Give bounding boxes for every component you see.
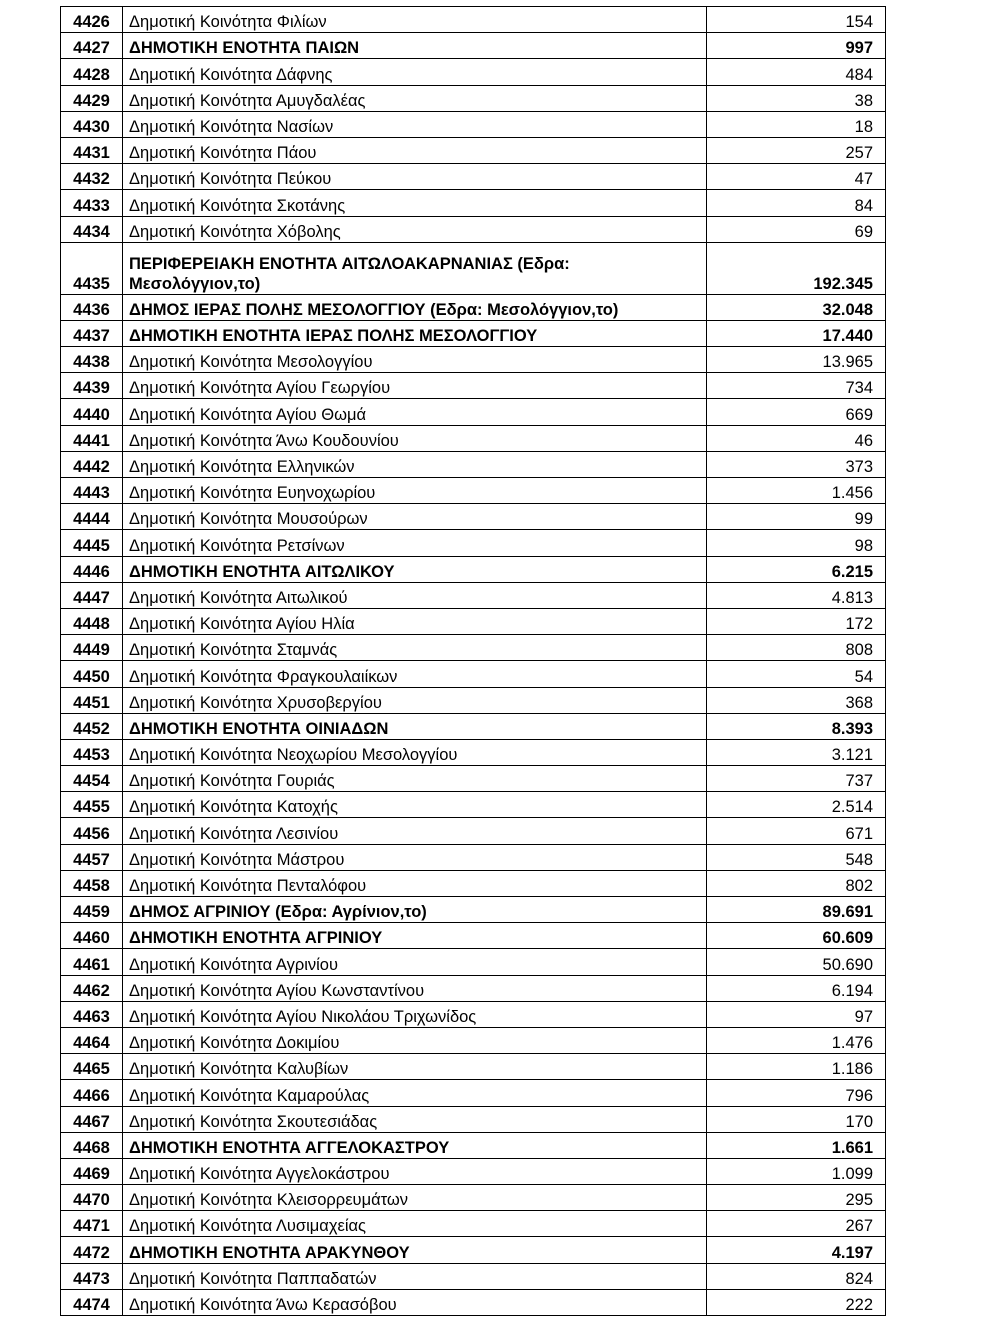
- row-name: Δημοτική Κοινότητα Χόβολης: [123, 216, 707, 242]
- row-population: 18: [707, 111, 886, 137]
- row-name: ΔΗΜΟΤΙΚΗ ΕΝΟΤΗΤΑ ΠΑΙΩΝ: [123, 33, 707, 59]
- row-population: 8.393: [707, 713, 886, 739]
- table-row: [61, 792, 886, 818]
- row-code: 4467: [61, 1106, 123, 1132]
- row-code: 4448: [61, 608, 123, 634]
- row-code: 4450: [61, 661, 123, 687]
- row-population: 671: [707, 818, 886, 844]
- row-name: Δημοτική Κοινότητα Δάφνης: [123, 59, 707, 85]
- table-row: [61, 1132, 886, 1158]
- row-name: Δημοτική Κοινότητα Νεοχωρίου Μεσολογγίου: [123, 739, 707, 765]
- row-population: 50.690: [707, 949, 886, 975]
- table-row: [61, 294, 886, 320]
- row-code: 4446: [61, 556, 123, 582]
- row-population: 6.215: [707, 556, 886, 582]
- table-row: [61, 713, 886, 739]
- row-name: Δημοτική Κοινότητα Σκοτάνης: [123, 190, 707, 216]
- row-population: 98: [707, 530, 886, 556]
- census-table: [60, 6, 886, 1316]
- row-name: Δημοτική Κοινότητα Κλεισορρευμάτων: [123, 1185, 707, 1211]
- row-code: 4437: [61, 320, 123, 346]
- row-name: Δημοτική Κοινότητα Σκουτεσιάδας: [123, 1106, 707, 1132]
- row-name: Δημοτική Κοινότητα Φραγκουλαιίκων: [123, 661, 707, 687]
- table-row: [61, 635, 886, 661]
- table-row: [61, 1054, 886, 1080]
- row-population: 368: [707, 687, 886, 713]
- row-name: ΔΗΜΟΤΙΚΗ ΕΝΟΤΗΤΑ ΑΓΓΕΛΟΚΑΣΤΡΟΥ: [123, 1132, 707, 1158]
- row-population: 38: [707, 85, 886, 111]
- table-row: [61, 190, 886, 216]
- row-name: Δημοτική Κοινότητα Πεύκου: [123, 164, 707, 190]
- table-row: [61, 478, 886, 504]
- row-code: 4428: [61, 59, 123, 85]
- row-code: 4463: [61, 1001, 123, 1027]
- table-row: [61, 59, 886, 85]
- row-population: 1.476: [707, 1027, 886, 1053]
- row-population: 17.440: [707, 320, 886, 346]
- row-population: 734: [707, 373, 886, 399]
- table-row: [61, 347, 886, 373]
- row-name: Δημοτική Κοινότητα Ρετσίνων: [123, 530, 707, 556]
- row-population: 192.345: [707, 242, 886, 294]
- row-name: ΔΗΜΟΤΙΚΗ ΕΝΟΤΗΤΑ ΑΓΡΙΝΙΟΥ: [123, 923, 707, 949]
- row-name: Δημοτική Κοινότητα Νασίων: [123, 111, 707, 137]
- table-row: [61, 1211, 886, 1237]
- row-code: 4460: [61, 923, 123, 949]
- row-code: 4452: [61, 713, 123, 739]
- row-name: ΔΗΜΟΤΙΚΗ ΕΝΟΤΗΤΑ ΟΙΝΙΑΔΩΝ: [123, 713, 707, 739]
- row-population: 47: [707, 164, 886, 190]
- table-row: [61, 1027, 886, 1053]
- row-code: 4441: [61, 425, 123, 451]
- row-population: 802: [707, 870, 886, 896]
- table-row: [61, 1263, 886, 1289]
- row-code: 4453: [61, 739, 123, 765]
- row-name: Δημοτική Κοινότητα Άνω Κουδουνίου: [123, 425, 707, 451]
- table-row: [61, 373, 886, 399]
- table-row: [61, 7, 886, 33]
- row-code: 4442: [61, 451, 123, 477]
- table-row: [61, 1001, 886, 1027]
- row-code: 4464: [61, 1027, 123, 1053]
- table-row: [61, 1106, 886, 1132]
- row-population: 669: [707, 399, 886, 425]
- row-name: Δημοτική Κοινότητα Κατοχής: [123, 792, 707, 818]
- table-row: [61, 425, 886, 451]
- table-row: [61, 582, 886, 608]
- row-population: 6.194: [707, 975, 886, 1001]
- row-code: 4430: [61, 111, 123, 137]
- row-code: 4474: [61, 1289, 123, 1315]
- row-population: 808: [707, 635, 886, 661]
- row-population: 1.099: [707, 1158, 886, 1184]
- table-row: [61, 818, 886, 844]
- row-code: 4471: [61, 1211, 123, 1237]
- row-name: Δημοτική Κοινότητα Καμαρούλας: [123, 1080, 707, 1106]
- row-population: 69: [707, 216, 886, 242]
- row-population: 997: [707, 33, 886, 59]
- row-population: 796: [707, 1080, 886, 1106]
- table-row: [61, 164, 886, 190]
- row-population: 548: [707, 844, 886, 870]
- row-name: Δημοτική Κοινότητα Πάου: [123, 137, 707, 163]
- row-population: 3.121: [707, 739, 886, 765]
- row-code: 4445: [61, 530, 123, 556]
- row-name: Δημοτική Κοινότητα Αγίου Γεωργίου: [123, 373, 707, 399]
- row-population: 824: [707, 1263, 886, 1289]
- table-row: [61, 33, 886, 59]
- table-row: [61, 975, 886, 1001]
- row-name: Δημοτική Κοινότητα Λεσινίου: [123, 818, 707, 844]
- row-name: Δημοτική Κοινότητα Λυσιμαχείας: [123, 1211, 707, 1237]
- table-row: [61, 687, 886, 713]
- row-population: 84: [707, 190, 886, 216]
- table-row: [61, 137, 886, 163]
- table-row: [61, 1158, 886, 1184]
- row-name: Δημοτική Κοινότητα Αμυγδαλέας: [123, 85, 707, 111]
- row-name: Δημοτική Κοινότητα Μουσούρων: [123, 504, 707, 530]
- table-row: [61, 1080, 886, 1106]
- table-row: [61, 844, 886, 870]
- row-name: ΔΗΜΟΤΙΚΗ ΕΝΟΤΗΤΑ ΙΕΡΑΣ ΠΟΛΗΣ ΜΕΣΟΛΟΓΓΙΟΥ: [123, 320, 707, 346]
- row-name: ΔΗΜΟΣ ΑΓΡΙΝΙΟΥ (Εδρα: Αγρίνιον,το): [123, 897, 707, 923]
- table-row: [61, 399, 886, 425]
- row-name: Δημοτική Κοινότητα Αιτωλικού: [123, 582, 707, 608]
- row-population: 54: [707, 661, 886, 687]
- row-population: 170: [707, 1106, 886, 1132]
- table-row: [61, 923, 886, 949]
- row-code: 4473: [61, 1263, 123, 1289]
- row-name: Δημοτική Κοινότητα Αγγελοκάστρου: [123, 1158, 707, 1184]
- row-population: 32.048: [707, 294, 886, 320]
- table-row: [61, 1289, 886, 1315]
- table-row: [61, 530, 886, 556]
- row-name: Δημοτική Κοινότητα Δοκιμίου: [123, 1027, 707, 1053]
- row-code: 4426: [61, 7, 123, 33]
- row-name: Δημοτική Κοινότητα Χρυσοβεργίου: [123, 687, 707, 713]
- row-code: 4466: [61, 1080, 123, 1106]
- row-code: 4451: [61, 687, 123, 713]
- row-code: 4433: [61, 190, 123, 216]
- row-code: 4444: [61, 504, 123, 530]
- row-population: 1.186: [707, 1054, 886, 1080]
- row-name: Δημοτική Κοινότητα Φιλίων: [123, 7, 707, 33]
- row-name: Δημοτική Κοινότητα Μάστρου: [123, 844, 707, 870]
- table-row: [61, 661, 886, 687]
- row-code: 4438: [61, 347, 123, 373]
- row-code: 4431: [61, 137, 123, 163]
- row-code: 4449: [61, 635, 123, 661]
- row-code: 4461: [61, 949, 123, 975]
- row-name: Δημοτική Κοινότητα Παππαδατών: [123, 1263, 707, 1289]
- row-population: 97: [707, 1001, 886, 1027]
- row-code: 4457: [61, 844, 123, 870]
- table-row: [61, 320, 886, 346]
- row-name: Δημοτική Κοινότητα Αγίου Θωμά: [123, 399, 707, 425]
- row-code: 4432: [61, 164, 123, 190]
- table-row: [61, 1237, 886, 1263]
- row-name: ΔΗΜΟΤΙΚΗ ΕΝΟΤΗΤΑ ΑΡΑΚΥΝΘΟΥ: [123, 1237, 707, 1263]
- row-code: 4470: [61, 1185, 123, 1211]
- row-code: 4468: [61, 1132, 123, 1158]
- table-row: [61, 870, 886, 896]
- row-name: Δημοτική Κοινότητα Ελληνικών: [123, 451, 707, 477]
- row-name: Δημοτική Κοινότητα Ευηνοχωρίου: [123, 478, 707, 504]
- row-code: 4458: [61, 870, 123, 896]
- table-row: [61, 1185, 886, 1211]
- row-code: 4443: [61, 478, 123, 504]
- row-population: 154: [707, 7, 886, 33]
- row-name: ΔΗΜΟΤΙΚΗ ΕΝΟΤΗΤΑ ΑΙΤΩΛΙΚΟΥ: [123, 556, 707, 582]
- row-code: 4469: [61, 1158, 123, 1184]
- row-name: Δημοτική Κοινότητα Πενταλόφου: [123, 870, 707, 896]
- table-row: [61, 111, 886, 137]
- row-population: 295: [707, 1185, 886, 1211]
- row-name: ΠΕΡΙΦΕΡΕΙΑΚΗ ΕΝΟΤΗΤΑ ΑΙΤΩΛΟΑΚΑΡΝΑΝΙΑΣ (Εδρα: Μεσολόγγιον,το): [123, 242, 707, 294]
- row-name: Δημοτική Κοινότητα Αγίου Νικολάου Τριχωνίδος: [123, 1001, 707, 1027]
- row-population: 257: [707, 137, 886, 163]
- table-row: [61, 504, 886, 530]
- row-code: 4434: [61, 216, 123, 242]
- row-population: 99: [707, 504, 886, 530]
- row-population: 1.661: [707, 1132, 886, 1158]
- table-row: [61, 451, 886, 477]
- row-code: 4440: [61, 399, 123, 425]
- row-population: 4.813: [707, 582, 886, 608]
- row-population: 60.609: [707, 923, 886, 949]
- table-row: [61, 608, 886, 634]
- row-code: 4455: [61, 792, 123, 818]
- row-population: 267: [707, 1211, 886, 1237]
- row-name: Δημοτική Κοινότητα Γουριάς: [123, 766, 707, 792]
- row-name: Δημοτική Κοινότητα Καλυβίων: [123, 1054, 707, 1080]
- row-code: 4435: [61, 242, 123, 294]
- row-code: 4436: [61, 294, 123, 320]
- row-population: 89.691: [707, 897, 886, 923]
- row-name: ΔΗΜΟΣ ΙΕΡΑΣ ΠΟΛΗΣ ΜΕΣΟΛΟΓΓΙΟΥ (Εδρα: Μεσολόγγιον,το): [123, 294, 707, 320]
- row-name: Δημοτική Κοινότητα Μεσολογγίου: [123, 347, 707, 373]
- row-population: 1.456: [707, 478, 886, 504]
- row-code: 4465: [61, 1054, 123, 1080]
- table-row: [61, 897, 886, 923]
- row-code: 4456: [61, 818, 123, 844]
- row-name: Δημοτική Κοινότητα Σταμνάς: [123, 635, 707, 661]
- row-name: Δημοτική Κοινότητα Άνω Κερασόβου: [123, 1289, 707, 1315]
- row-name: Δημοτική Κοινότητα Αγρινίου: [123, 949, 707, 975]
- row-code: 4427: [61, 33, 123, 59]
- table-body: [61, 7, 886, 1316]
- row-code: 4472: [61, 1237, 123, 1263]
- row-population: 484: [707, 59, 886, 85]
- row-name: Δημοτική Κοινότητα Αγίου Κωνσταντίνου: [123, 975, 707, 1001]
- row-population: 46: [707, 425, 886, 451]
- row-population: 172: [707, 608, 886, 634]
- row-code: 4439: [61, 373, 123, 399]
- row-code: 4462: [61, 975, 123, 1001]
- row-population: 222: [707, 1289, 886, 1315]
- row-population: 13.965: [707, 347, 886, 373]
- row-code: 4454: [61, 766, 123, 792]
- table-row: [61, 216, 886, 242]
- table-row: [61, 85, 886, 111]
- table-row: [61, 242, 886, 294]
- row-population: 373: [707, 451, 886, 477]
- row-code: 4459: [61, 897, 123, 923]
- table-row: [61, 739, 886, 765]
- table-row: [61, 949, 886, 975]
- row-name: Δημοτική Κοινότητα Αγίου Ηλία: [123, 608, 707, 634]
- row-population: 4.197: [707, 1237, 886, 1263]
- row-population: 2.514: [707, 792, 886, 818]
- row-population: 737: [707, 766, 886, 792]
- table-row: [61, 556, 886, 582]
- row-code: 4447: [61, 582, 123, 608]
- row-code: 4429: [61, 85, 123, 111]
- table-row: [61, 766, 886, 792]
